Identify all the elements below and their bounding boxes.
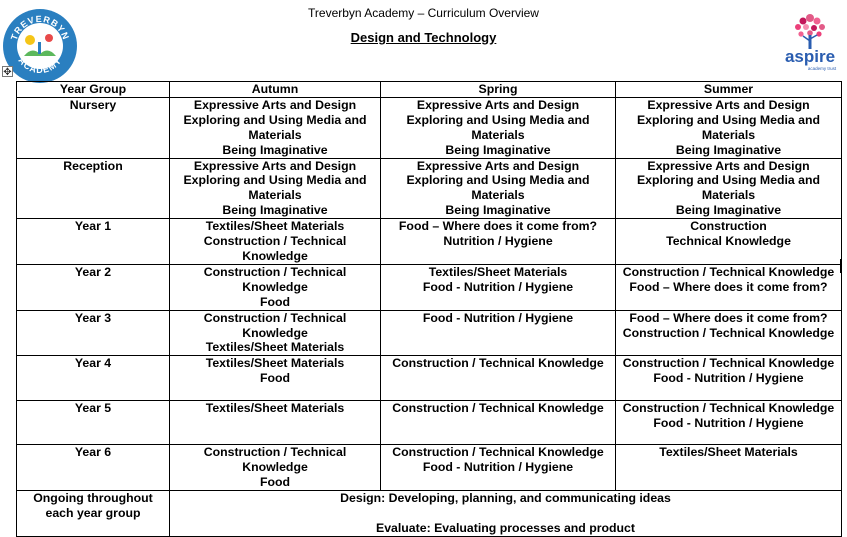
- autumn-cell: [170, 445, 381, 491]
- autumn-topic: Food: [259, 294, 291, 309]
- year-group-cell: Year 4: [17, 356, 170, 401]
- treverbyn-academy-logo: [2, 8, 78, 84]
- summer-topic: Being Imaginative: [675, 142, 782, 157]
- spring-topic: Construction / Technical Knowledge: [392, 445, 604, 460]
- spring-cell: [381, 401, 616, 445]
- table-row: [17, 356, 842, 401]
- aspire-academy-trust-logo: [776, 8, 844, 72]
- autumn-cell: [170, 219, 381, 265]
- autumn-cell: [170, 401, 381, 445]
- table-row: [17, 97, 842, 158]
- summer-cell: [616, 158, 842, 219]
- spring-topic: Being Imaginative: [445, 142, 551, 157]
- summer-topic: Construction / Technical Knowledge: [622, 356, 835, 371]
- summer-cell: [616, 97, 842, 158]
- autumn-topic: Being Imaginative: [222, 142, 328, 157]
- autumn-topic: Construction / Technical Knowledge: [203, 264, 347, 294]
- autumn-topic: Being Imaginative: [222, 203, 328, 218]
- summer-topic: Food – Where does it come from?: [629, 279, 828, 294]
- summer-topic: Technical Knowledge: [666, 234, 791, 249]
- spring-cell: [381, 219, 616, 265]
- autumn-topic: Textiles/Sheet Materials: [205, 219, 345, 234]
- autumn-topic: Construction / Technical Knowledge: [203, 445, 347, 475]
- year-group-cell: Year 6: [17, 445, 170, 491]
- spring-topic: Food – Where does it come from?: [398, 219, 598, 234]
- spring-topic: Expressive Arts and Design: [416, 97, 580, 112]
- autumn-topic: Exploring and Using Media and Materials: [183, 112, 367, 142]
- spring-topic: Food - Nutrition / Hygiene: [422, 310, 574, 325]
- ongoing-label: Ongoing throughout each year group: [17, 491, 170, 537]
- header-year-group: Year Group: [17, 82, 170, 98]
- aspire-wordmark: aspire: [784, 47, 836, 66]
- ongoing-content: [170, 491, 842, 537]
- spring-topic: Textiles/Sheet Materials: [428, 264, 568, 279]
- table-row: [17, 158, 842, 219]
- autumn-topic: Construction / Technical Knowledge: [203, 234, 347, 263]
- svg-text:TREVERBYN: TREVERBYN: [8, 13, 72, 42]
- spring-topic: Food - Nutrition / Hygiene: [422, 460, 574, 475]
- spring-topic: Expressive Arts and Design: [416, 158, 580, 173]
- summer-topic: Exploring and Using Media and Materials: [636, 173, 821, 203]
- year-group-cell: Year 3: [17, 310, 170, 356]
- summer-topic: Food - Nutrition / Hygiene: [653, 371, 804, 386]
- summer-topic: Expressive Arts and Design: [647, 158, 810, 173]
- autumn-topic: Food: [259, 475, 291, 490]
- spring-cell: [381, 158, 616, 219]
- aspire-tagline: academy trust: [807, 66, 837, 71]
- table-move-handle[interactable]: ✥: [3, 67, 12, 78]
- curriculum-table: [16, 81, 842, 537]
- summer-topic: Construction / Technical Knowledge: [622, 264, 835, 279]
- spring-topic: Being Imaginative: [445, 203, 551, 218]
- summer-cell: [616, 401, 842, 445]
- summer-topic: Textiles/Sheet Materials: [659, 445, 798, 460]
- spring-cell: [381, 310, 616, 356]
- summer-topic: Construction / Technical Knowledge: [622, 325, 835, 340]
- year-group-cell: Reception: [17, 158, 170, 219]
- svg-text:ACADEMY: ACADEMY: [16, 55, 64, 76]
- ongoing-design: Design: Developing, planning, and communicating ideas: [340, 491, 671, 506]
- document-subtitle: Design and Technology: [350, 30, 497, 45]
- autumn-topic: Textiles/Sheet Materials: [205, 401, 345, 416]
- autumn-topic: Food: [259, 371, 291, 386]
- year-group-cell: Year 2: [17, 264, 170, 310]
- year-group-cell: Nursery: [17, 97, 170, 158]
- summer-cell: [616, 356, 842, 401]
- summer-topic: Being Imaginative: [675, 203, 782, 218]
- spring-cell: [381, 356, 616, 401]
- table-row: [17, 310, 842, 356]
- summer-topic: Construction: [690, 219, 767, 234]
- spring-cell: [381, 445, 616, 491]
- year-group-cell: Year 5: [17, 401, 170, 445]
- header-autumn: Autumn: [170, 82, 381, 98]
- summer-topic: Exploring and Using Media and Materials: [636, 112, 821, 142]
- autumn-cell: [170, 158, 381, 219]
- summer-cell: [616, 445, 842, 491]
- table-row: [17, 401, 842, 445]
- summer-cell: [616, 219, 842, 265]
- autumn-topic: Textiles/Sheet Materials: [205, 340, 345, 355]
- table-header-row: [17, 82, 842, 98]
- autumn-topic: Construction / Technical Knowledge: [203, 310, 347, 340]
- ongoing-evaluate: Evaluate: Evaluating processes and product: [376, 520, 635, 535]
- autumn-cell: [170, 97, 381, 158]
- year-group-cell: Year 1: [17, 219, 170, 265]
- autumn-cell: [170, 264, 381, 310]
- summer-topic: Food - Nutrition / Hygiene: [653, 416, 804, 431]
- autumn-cell: [170, 310, 381, 356]
- spring-cell: [381, 264, 616, 310]
- spring-topic: Nutrition / Hygiene: [443, 234, 553, 249]
- spring-topic: Food - Nutrition / Hygiene: [422, 279, 574, 294]
- spring-topic: Exploring and Using Media and Materials: [406, 173, 590, 203]
- spring-cell: [381, 97, 616, 158]
- ongoing-row: [17, 491, 842, 537]
- autumn-topic: Exploring and Using Media and Materials: [183, 173, 367, 203]
- autumn-topic: Expressive Arts and Design: [193, 158, 357, 173]
- summer-cell: [616, 310, 842, 356]
- summer-topic: Expressive Arts and Design: [647, 97, 810, 112]
- spring-topic: Construction / Technical Knowledge: [392, 401, 604, 416]
- table-row: [17, 219, 842, 265]
- spring-topic: Construction / Technical Knowledge: [392, 356, 604, 371]
- spring-topic: Exploring and Using Media and Materials: [406, 112, 590, 142]
- autumn-topic: Expressive Arts and Design: [193, 97, 357, 112]
- summer-topic: Construction / Technical Knowledge: [622, 401, 835, 416]
- summer-topic: Food – Where does it come from?: [629, 310, 828, 325]
- table-row: [17, 445, 842, 491]
- summer-cell: [616, 264, 842, 310]
- autumn-topic: Textiles/Sheet Materials: [205, 356, 345, 371]
- document-title: Treverbyn Academy – Curriculum Overview: [308, 6, 539, 20]
- table-row: [17, 264, 842, 310]
- header-spring: Spring: [381, 82, 616, 98]
- autumn-cell: [170, 356, 381, 401]
- header-summer: Summer: [616, 82, 842, 98]
